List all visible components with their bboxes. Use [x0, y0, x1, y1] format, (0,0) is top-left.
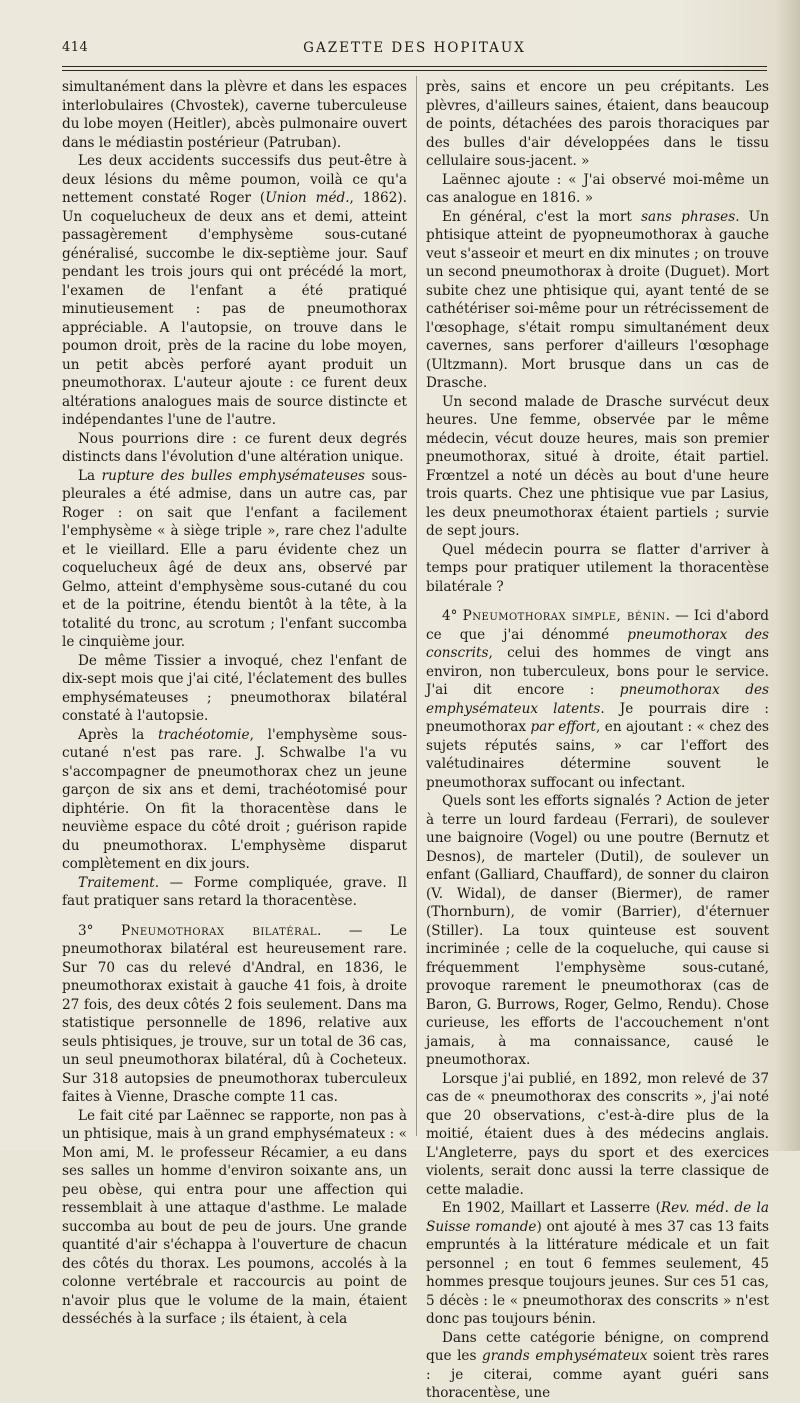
left-column [62, 78, 407, 1329]
paragraph: La rupture des bulles emphysémateuses sous-pleurales a été admise, dans un autre cas, par Roger : on sait que l'enfant a facilement l'emphysème « à siège triple », rare chez l'adulte et le vieillard. Elle a paru évidente chez un coquelucheux âgé de deux ans, observé par Gelmo, atteint d'emphysème sous-cutané du cou et de la poitrine, étendu bientôt à la tête, à la totalité du tronc, au scrotum ; l'enfant succomba le cinquième jour. [62, 467, 408, 650]
paragraph: Traitement. — Forme compliquée, grave. Il faut pratiquer sans retard la thoracentèse. [62, 874, 407, 909]
paragraph: Dans cette catégorie bénigne, on comprend que les grands emphysémateux soient très rares : je citerai, comme ayant guéri sans thoracentèse, une [426, 1329, 770, 1401]
paragraph: En général, c'est la mort sans phrases. Un phtisique atteint de pyopneumothorax à gauche veut s'asseoir et meurt en dix minutes ; on trouve un second pneumothorax à droite (Duguet). Mort subite chez une phtisique qui, ayant tenté de se cathétériser soi-même pour un rétrécissement de l'œsophage, s'était rompu simultanément deux cavernes, sans perforer d'ailleurs l'œsophage (Ultzmann). Mort brusque dans un cas de Drasche. [426, 208, 769, 391]
section-heading: Pneumothorax bilatéral [120, 922, 317, 939]
paragraph: En 1902, Maillart et Lasserre (Rev. méd. de la Suisse romande) ont ajouté à mes 37 cas 13 faits empruntés à la littérature médicale et un fait personnel ; en tout 6 femmes seulement, 45 hommes presque toujours jeunes. Sur ces 51 cas, 5 décès : le « pneumothorax des conscrits » n'est donc pas toujours bénin. [426, 1200, 769, 1327]
right-column [426, 78, 769, 1403]
page-number: 414 [62, 40, 89, 55]
paragraph: Quels sont les efforts signalés ? Action de jeter à terre un lourd fardeau (Ferrari), de soulever une baignoire (Vogel) ou une poutre (Bernutz et Desnos), de marteler (Dutil), de soulever un enfant (Galliard, Chauffard), de sonner du clairon (V. Widal), de danser (Biermer), de ramer (Thornburn), de vomir (Barrier), d'éternuer (Stiller). La toux quinteuse est souvent incriminée ; celle de la coqueluche, qui cause si fréquemment l'emphysème sous-cutané, provoque rarement le pneumothorax (cas de Baron, G. Burrows, Roger, Gelmo, Rendu). Chose curieuse, les efforts de l'accouchement n'ont jamais, à ma connaissance, causé le pneumothorax. [426, 793, 769, 1068]
paragraph: Après la trachéotomie, l'emphysème sous-cutané n'est pas rare. J. Schwalbe l'a vu s'accompagner de pneumothorax chez un jeune garçon de six ans et demi, trachéotomisé pour diphtérie. On fit la thoracentèse dans le neuvième espace du côté droit ; guérison rapide du pneumothorax. L'emphysème disparut complètement en dix jours. [62, 726, 407, 872]
page-header [62, 40, 767, 60]
paragraph: Laënnec ajoute : « J'ai observé moi-même un cas analogue en 1816. » [426, 171, 769, 206]
paragraph: Le fait cité par Laënnec se rapporte, non pas à un phtisique, mais à un grand emphysémateux : « Mon ami, M. le professeur Récamier, a eu dans ses salles un homme d'environ soixante ans, un peu obèse, qui entra pour une affection qui ressemblait à une attaque d'asthme. Le malade succomba au bout de peu de jours. Une grande quantité d'air s'échappa à l'ouverture de chacun des côtés du thorax. Les poumons, accolés à la colonne vertébrale et raccourcis au point de n'avoir plus que le volume de la main, étaient desséchés à la surface ; ils étaient, à cela [62, 1107, 407, 1327]
paragraph: près, sains et encore un peu crépitants. Les plèvres, d'ailleurs saines, étaient, dans beaucoup de points, détachées des parois thoraciques par des bulles d'air développées dans le tissu cellulaire sous-jacent. » [426, 79, 769, 169]
section-heading: Pneumothorax simple, bénin [462, 608, 666, 624]
journal-title: GAZETTE DES HOPITAUX [303, 40, 526, 56]
paragraph: simultanément dans la plèvre et dans les espaces interlobulaires (Chvostek), caverne tuberculeuse du lobe moyen (Heitler), abcès pulmonaire ouvert dans le médiastin postérieur (Patruban). [62, 79, 407, 151]
paragraph: Les deux accidents successifs dus peut-être à deux lésions du même poumon, voilà ce qu'a nettement constaté Roger (Union méd., 1862). Un coquelucheux de deux ans et demi, atteint passagèrement d'emphysème sous-cutané généralisé, succombe le dix-septième jour. Sauf pendant les trois jours qui ont précédé la mort, l'examen de l'enfant a été pratiqué minutieusement : pas de pneumothorax appréciable. A l'autopsie, on trouve dans le poumon droit, près de la racine du lobe moyen, un petit abcès perforé ayant produit un pneumothorax. L'auteur ajoute : ce furent deux altérations analogues mais de source distincte et indépendantes l'une de l'autre. [62, 153, 407, 428]
paragraph: Nous pourrions dire : ce furent deux degrés distincts dans l'évolution d'une altération unique. [62, 430, 407, 465]
section-paragraph: 4° Pneumothorax simple, bénin. — Ici d'abord ce que j'ai dénommé pneumothorax des conscrits, celui des hommes de vingt ans environ, non tuberculeux, bons pour le service. J'ai dit encore : pneumothorax des emphysémateux latents. Je pourrais dire : pneumothorax par effort, en ajoutant : « chez des sujets réputés sains, » car l'effort des valétudinaires détermine souvent le pneumothorax suffocant ou infectant. [426, 608, 770, 791]
header-rule-top [62, 66, 767, 67]
paragraph: Quel médecin pourra se flatter d'arriver à temps pour pratiquer utilement la thoracentèse bilatérale ? [426, 541, 769, 595]
paragraph: Un second malade de Drasche survécut deux heures. Une femme, observée par le même médecin, vécut douze heures, mais son premier pneumothorax, situé à droite, était partiel. Frœntzel a noté un décès au bout d'une heure trois quarts. Chez une phtisique vue par Lasius, les deux pneumothorax étaient partiels ; survie de sept jours. [426, 393, 769, 539]
section-paragraph: 3° Pneumothorax bilatéral. — Le pneumothorax bilatéral est heureusement rare. Sur 70 cas du relevé d'Andral, en 1836, le pneumothorax existait à gauche 41 fois, à droite 27 fois, des deux côtés 2 fois seulement. Dans ma statistique personnelle de 1896, relative aux seuls phtisiques, je trouve, sur un total de 36 cas, un seul pneumothorax bilatéral, dû à Cocheteux. Sur 318 autopsies de pneumothorax tuberculeux faites à Vienne, Drasche compte 11 cas. [62, 922, 407, 1105]
paragraph: De même Tissier a invoqué, chez l'enfant de dix-sept mois que j'ai cité, l'éclatement des bulles emphysémateuses ; pneumothorax bilatéral constaté à l'autopsie. [62, 652, 407, 724]
header-rule-bottom [62, 70, 767, 71]
column-divider [416, 76, 417, 1136]
paragraph: Lorsque j'ai publié, en 1892, mon relevé de 37 cas de « pneumothorax des conscrits », j'ai noté que 20 observations, c'est-à-dire plus de la moitié, étaient dues à des médecins anglais. L'Angleterre, pays du sport et des exercices violents, serait donc aussi la terre classique de cette maladie. [426, 1070, 769, 1198]
